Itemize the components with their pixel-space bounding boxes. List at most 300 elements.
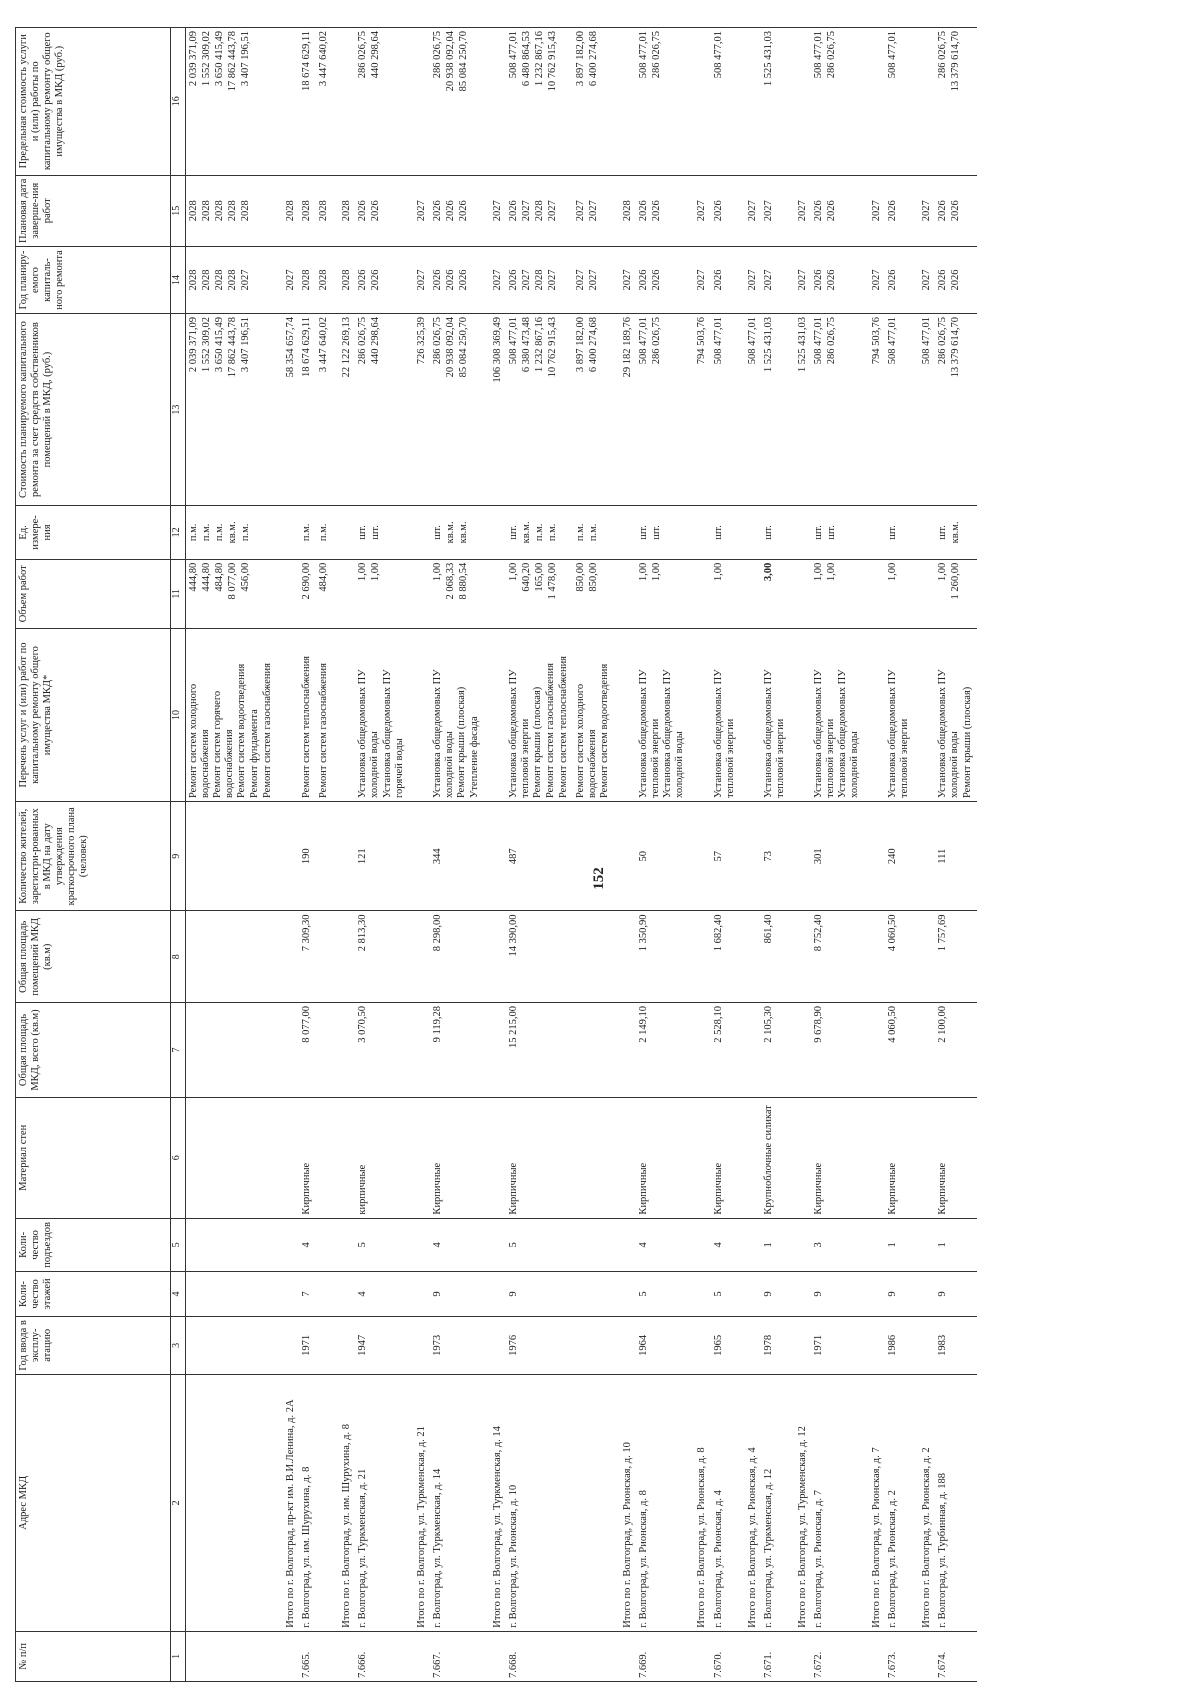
empty-cell xyxy=(863,506,885,560)
work-cost-line: 13 379 614,70 xyxy=(950,317,962,378)
work-completion xyxy=(761,175,789,246)
row-number: 7.668. xyxy=(506,1631,573,1681)
work-cost xyxy=(885,314,913,506)
total-area: 2 528,10 xyxy=(711,1003,739,1098)
premises-area xyxy=(186,911,278,1003)
empty-cell xyxy=(408,1316,430,1374)
floors-count xyxy=(186,1272,278,1317)
empty-cell xyxy=(789,559,811,628)
work-completion-line: 2027 xyxy=(588,200,599,222)
empty-cell xyxy=(863,28,885,176)
work-limit-cost-line: 18 674 629,11 xyxy=(301,31,313,91)
header-cell: Год планиру-емого капиталь-ного ремонта xyxy=(16,247,171,314)
work-item-line: Установка общедомовых ПУ холодной воды xyxy=(662,669,686,799)
empty-cell xyxy=(333,1003,355,1098)
work-unit-line: кв.м. xyxy=(520,521,532,544)
empty-cell xyxy=(789,506,811,560)
residents-count: 50 xyxy=(636,802,688,911)
floors-count: 9 xyxy=(430,1272,484,1317)
table-body xyxy=(186,28,977,1682)
empty-cell xyxy=(484,28,506,176)
wall-material: Кирпичные xyxy=(885,1097,913,1218)
commission-year: 1976 xyxy=(506,1316,573,1374)
work-year-line: 2027 xyxy=(520,269,532,291)
total-area xyxy=(186,1003,278,1098)
work-item-line: Установка общедомовых ПУ тепловой энергии xyxy=(507,669,531,799)
table-row xyxy=(430,28,484,1682)
row-number xyxy=(739,1631,761,1681)
work-year xyxy=(430,247,484,314)
row-number xyxy=(408,1631,430,1681)
work-year-line: 2026 xyxy=(638,269,650,291)
entrances-count xyxy=(186,1218,278,1272)
wall-material xyxy=(316,1097,333,1218)
total-row xyxy=(408,28,430,1682)
work-volume-line: 1,00 xyxy=(638,562,650,582)
work-item-line: Ремонт крыши (плоская) xyxy=(961,686,973,799)
empty-cell xyxy=(333,1218,355,1272)
residents-count: 73 xyxy=(761,802,789,911)
header-cell: Коли-чество подъездов xyxy=(16,1218,171,1272)
residents-count: 111 xyxy=(935,802,976,911)
empty-cell xyxy=(408,1003,430,1098)
empty-cell xyxy=(484,1003,506,1098)
work-limit-cost xyxy=(573,28,614,176)
work-completion-line: 2026 xyxy=(651,200,663,222)
empty-cell xyxy=(688,1097,710,1218)
table-row xyxy=(316,28,333,1682)
total-row xyxy=(484,28,506,1682)
table-row xyxy=(186,28,278,1682)
work-year-line: 2028 xyxy=(214,269,225,291)
empty-cell xyxy=(739,802,761,911)
column-number: 16 xyxy=(171,28,186,176)
work-unit-line: шт. xyxy=(825,525,837,540)
row-number: 7.672. xyxy=(811,1631,863,1681)
work-cost xyxy=(935,314,976,506)
work-limit-cost xyxy=(811,28,863,176)
work-limit-cost-line: 508 477,01 xyxy=(887,31,899,79)
work-year-line: 2026 xyxy=(651,269,663,291)
row-number xyxy=(573,1631,614,1681)
work-year-line: 2028 xyxy=(188,269,199,291)
table-row xyxy=(811,28,863,1682)
work-year xyxy=(761,247,789,314)
work-unit-line: шт. xyxy=(762,525,774,540)
work-limit-cost-line: 3 407 196,51 xyxy=(240,31,251,87)
work-unit-line: шт. xyxy=(937,525,949,540)
wall-material: Кирпичные xyxy=(299,1097,316,1218)
work-item-line: Установка общедомовых ПУ холодной воды xyxy=(357,669,381,799)
empty-cell xyxy=(739,1316,761,1374)
repair-year: 2028 xyxy=(333,247,355,314)
work-limit-cost xyxy=(506,28,573,176)
work-volume xyxy=(761,559,789,628)
column-number: 12 xyxy=(171,506,186,560)
column-number: 9 xyxy=(171,802,186,911)
work-year-line: 2026 xyxy=(887,269,899,291)
column-number: 7 xyxy=(171,1003,186,1098)
commission-year: 1973 xyxy=(430,1316,484,1374)
mkd-address: г. Волгоград, ул. Рионская, д. 8 xyxy=(636,1374,688,1631)
work-limit-cost-line: 85 084 250,70 xyxy=(457,31,469,92)
work-volume-line: 8 077,00 xyxy=(227,562,238,600)
work-volume-line: 1,00 xyxy=(825,562,837,582)
work-limit-cost-line: 6 400 274,68 xyxy=(588,31,599,87)
work-completion-line: 2028 xyxy=(227,200,238,222)
work-unit-line: п.м. xyxy=(201,523,212,542)
work-volume-line: 1,00 xyxy=(937,562,949,582)
empty-cell xyxy=(408,28,430,176)
work-completion-line: 2028 xyxy=(201,200,212,222)
entrances-count: 4 xyxy=(299,1218,316,1272)
work-cost-line: 1 552 309,02 xyxy=(201,317,212,373)
work-item-line: Установка общедомовых ПУ тепловой энергии xyxy=(762,669,786,799)
work-cost-line: 17 862 443,78 xyxy=(227,317,238,378)
empty-cell xyxy=(333,1272,355,1317)
empty-cell xyxy=(277,28,299,176)
work-volume xyxy=(430,559,484,628)
work-volume-line: 165,00 xyxy=(533,562,545,592)
empty-cell xyxy=(333,911,355,1003)
work-unit xyxy=(711,506,739,560)
work-unit-line: шт. xyxy=(887,525,899,540)
work-year xyxy=(355,247,407,314)
entrances-count: 3 xyxy=(811,1218,863,1272)
entrances-count: 1 xyxy=(935,1218,976,1272)
empty-cell xyxy=(277,628,299,801)
work-limit-cost-line: 3 447 640,02 xyxy=(318,31,330,87)
residents-count xyxy=(316,802,333,911)
total-cost: 29 182 189,76 xyxy=(614,314,636,506)
repair-year: 2027 xyxy=(913,247,935,314)
empty-cell xyxy=(614,911,636,1003)
empty-cell xyxy=(739,1218,761,1272)
completion-date: 2027 xyxy=(484,175,506,246)
work-volume-line: 444,80 xyxy=(188,562,199,592)
column-number-row xyxy=(171,28,186,1682)
work-completion xyxy=(355,175,407,246)
work-limit-cost-line: 508 477,01 xyxy=(507,31,519,79)
total-area: 9 678,90 xyxy=(811,1003,863,1098)
work-item-line: Ремонт систем теплоснабжения xyxy=(558,655,569,799)
mkd-address: г. Волгоград, ул. Рионская, д. 4 xyxy=(711,1374,739,1631)
total-cost: 106 308 369,49 xyxy=(484,314,506,506)
commission-year: 1965 xyxy=(711,1316,739,1374)
table-row xyxy=(935,28,976,1682)
work-limit-cost-line: 2 039 371,09 xyxy=(188,31,199,87)
total-row xyxy=(863,28,885,1682)
work-item xyxy=(811,628,863,801)
empty-cell xyxy=(277,1003,299,1098)
work-volume xyxy=(935,559,976,628)
total-cost: 1 525 431,03 xyxy=(789,314,811,506)
work-volume-line: 1,00 xyxy=(357,562,369,582)
empty-cell xyxy=(863,628,885,801)
residents-count: 301 xyxy=(811,802,863,911)
empty-cell xyxy=(333,559,355,628)
work-limit-cost-line: 17 862 443,78 xyxy=(227,31,238,92)
work-item-line: Ремонт систем горячего водоснабжения xyxy=(212,690,236,799)
repair-year: 2027 xyxy=(863,247,885,314)
empty-cell xyxy=(688,559,710,628)
empty-cell xyxy=(789,1272,811,1317)
mkd-address: г. Волгоград, ул. Туркменская, д. 12 xyxy=(761,1374,789,1631)
work-limit-cost xyxy=(636,28,688,176)
commission-year: 1971 xyxy=(811,1316,863,1374)
premises-area: 4 060,50 xyxy=(885,911,913,1003)
column-number: 11 xyxy=(171,559,186,628)
floors-count: 9 xyxy=(811,1272,863,1317)
work-volume-line: 2 690,00 xyxy=(301,562,313,600)
empty-cell xyxy=(277,1316,299,1374)
row-number xyxy=(316,1631,333,1681)
work-completion xyxy=(935,175,976,246)
work-cost-line: 508 477,01 xyxy=(887,317,899,365)
work-volume-line: 1,00 xyxy=(887,562,899,582)
work-volume-line: 1,00 xyxy=(370,562,382,582)
row-number xyxy=(913,1631,935,1681)
work-volume xyxy=(573,559,614,628)
premises-area xyxy=(573,911,614,1003)
work-limit-cost xyxy=(355,28,407,176)
mkd-address xyxy=(573,1374,614,1631)
work-year-line: 2027 xyxy=(546,269,558,291)
work-year-line: 2027 xyxy=(240,269,251,291)
commission-year: 1983 xyxy=(935,1316,976,1374)
empty-cell xyxy=(688,1272,710,1317)
mkd-address: г. Волгоград, ул. им. Шурухина, д. 8 xyxy=(299,1374,316,1631)
work-limit-cost-line: 286 026,75 xyxy=(651,31,663,79)
work-unit-line: шт. xyxy=(638,525,650,540)
work-limit-cost-line: 13 379 614,70 xyxy=(950,31,962,92)
work-limit-cost xyxy=(299,28,316,176)
empty-cell xyxy=(913,1097,935,1218)
mkd-address: Итого по г. Волгоград, ул. Рионская, д. 10 xyxy=(614,1374,636,1631)
work-cost-line: 85 084 250,70 xyxy=(457,317,469,378)
mkd-address: Итого по г. Волгоград, пр-кт им. В.И.Ленина, д. 2А xyxy=(277,1374,299,1631)
work-volume xyxy=(711,559,739,628)
work-limit-cost xyxy=(761,28,789,176)
total-cost: 508 477,01 xyxy=(913,314,935,506)
row-number xyxy=(789,1631,811,1681)
work-completion xyxy=(811,175,863,246)
work-completion-line: 2027 xyxy=(546,200,558,222)
table-row xyxy=(573,28,614,1682)
empty-cell xyxy=(789,628,811,801)
total-area: 2 149,10 xyxy=(636,1003,688,1098)
repair-year: 2027 xyxy=(739,247,761,314)
empty-cell xyxy=(863,559,885,628)
work-year-line: 2026 xyxy=(712,269,724,291)
work-year-line: 2026 xyxy=(357,269,369,291)
rotated-table-sheet xyxy=(15,27,1180,1682)
work-completion xyxy=(636,175,688,246)
total-cost: 508 477,01 xyxy=(739,314,761,506)
floors-count: 9 xyxy=(506,1272,573,1317)
empty-cell xyxy=(484,506,506,560)
empty-cell xyxy=(614,1097,636,1218)
column-number: 8 xyxy=(171,911,186,1003)
commission-year xyxy=(316,1316,333,1374)
work-year-line: 2027 xyxy=(762,269,774,291)
work-year-line: 2026 xyxy=(457,269,469,291)
work-unit xyxy=(636,506,688,560)
empty-cell xyxy=(277,559,299,628)
page-number: 152 xyxy=(590,867,607,890)
empty-cell xyxy=(688,1003,710,1098)
total-area: 3 070,50 xyxy=(355,1003,407,1098)
work-unit-line: п.м. xyxy=(575,523,586,542)
floors-count: 5 xyxy=(711,1272,739,1317)
work-limit-cost-line: 286 026,75 xyxy=(431,31,443,79)
total-area: 2 100,00 xyxy=(935,1003,976,1098)
header-cell: Адрес МКД xyxy=(16,1374,171,1631)
residents-count: 57 xyxy=(711,802,739,911)
work-limit-cost-line: 286 026,75 xyxy=(937,31,949,79)
mkd-address xyxy=(316,1374,333,1631)
entrances-count: 5 xyxy=(355,1218,407,1272)
total-cost: 58 354 657,74 xyxy=(277,314,299,506)
work-unit-line: шт. xyxy=(507,525,519,540)
total-area: 15 215,00 xyxy=(506,1003,573,1098)
floors-count: 5 xyxy=(636,1272,688,1317)
header-cell: Плановая дата заверше-ния работ xyxy=(16,175,171,246)
work-unit xyxy=(811,506,863,560)
empty-cell xyxy=(789,28,811,176)
work-volume-line: 640,20 xyxy=(520,562,532,592)
mkd-address xyxy=(186,1374,278,1631)
row-number: 7.669. xyxy=(636,1631,688,1681)
empty-cell xyxy=(739,506,761,560)
residents-count xyxy=(573,802,614,911)
empty-cell xyxy=(277,911,299,1003)
commission-year: 1986 xyxy=(885,1316,913,1374)
empty-cell xyxy=(739,1097,761,1218)
work-volume-line: 3,00 xyxy=(762,562,774,582)
residents-count: 240 xyxy=(885,802,913,911)
work-cost-line: 3 650 415,49 xyxy=(214,317,225,373)
empty-cell xyxy=(688,911,710,1003)
repair-year: 2027 xyxy=(277,247,299,314)
work-item xyxy=(761,628,789,801)
completion-date: 2027 xyxy=(913,175,935,246)
empty-cell xyxy=(913,559,935,628)
entrances-count: 5 xyxy=(506,1218,573,1272)
work-completion-line: 2026 xyxy=(457,200,469,222)
header-cell: Коли-чество этажей xyxy=(16,1272,171,1317)
work-limit-cost-line: 440 298,64 xyxy=(370,31,382,79)
work-item-line: Ремонт систем холодного водоснабжения xyxy=(188,683,212,799)
empty-cell xyxy=(688,506,710,560)
wall-material: Кирпичные xyxy=(636,1097,688,1218)
work-unit xyxy=(316,506,333,560)
premises-area: 1 682,40 xyxy=(711,911,739,1003)
work-year xyxy=(811,247,863,314)
entrances-count xyxy=(316,1218,333,1272)
mkd-address: г. Волгоград, ул. Туркменская, д. 21 xyxy=(355,1374,407,1631)
entrances-count xyxy=(573,1218,614,1272)
empty-cell xyxy=(789,802,811,911)
empty-cell xyxy=(277,1272,299,1317)
work-volume-line: 484,00 xyxy=(318,562,330,592)
header-cell: Год ввода в эксплу-атацию xyxy=(16,1316,171,1374)
work-completion-line: 2028 xyxy=(301,200,313,222)
empty-cell xyxy=(863,1003,885,1098)
completion-date: 2027 xyxy=(408,175,430,246)
work-completion-line: 2026 xyxy=(887,200,899,222)
empty-cell xyxy=(739,1272,761,1317)
work-year xyxy=(186,247,278,314)
work-cost-line: 2 039 371,09 xyxy=(188,317,199,373)
work-year-line: 2026 xyxy=(950,269,962,291)
total-area: 4 060,50 xyxy=(885,1003,913,1098)
work-volume xyxy=(636,559,688,628)
mkd-address: г. Волгоград, ул. Туркменская, д. 14 xyxy=(430,1374,484,1631)
empty-cell xyxy=(333,28,355,176)
entrances-count: 4 xyxy=(711,1218,739,1272)
table-row xyxy=(885,28,913,1682)
empty-cell xyxy=(913,802,935,911)
empty-cell xyxy=(484,1218,506,1272)
total-area: 9 119,28 xyxy=(430,1003,484,1098)
empty-cell xyxy=(789,1316,811,1374)
work-item-line: Ремонт систем газоснабжения xyxy=(262,663,274,799)
premises-area xyxy=(316,911,333,1003)
mkd-address: г. Волгоград, ул. Рионская, д. 7 xyxy=(811,1374,863,1631)
work-cost-line: 3 897 182,00 xyxy=(575,317,586,373)
mkd-address: Итого по г. Волгоград, ул. Рионская, д. 8 xyxy=(688,1374,710,1631)
work-completion-line: 2026 xyxy=(507,200,519,222)
table-row xyxy=(636,28,688,1682)
empty-cell xyxy=(277,506,299,560)
work-cost-line: 3 447 640,02 xyxy=(318,317,330,373)
empty-cell xyxy=(408,911,430,1003)
empty-cell xyxy=(484,559,506,628)
work-limit-cost-line: 20 938 092,04 xyxy=(444,31,456,92)
work-cost-line: 508 477,01 xyxy=(812,317,824,365)
floors-count: 7 xyxy=(299,1272,316,1317)
work-volume-line: 1 478,00 xyxy=(546,562,558,600)
row-number: 7.667. xyxy=(430,1631,484,1681)
table-row xyxy=(299,28,316,1682)
empty-cell xyxy=(484,911,506,1003)
mkd-address: г. Волгоград, ул. Турбинная, д. 188 xyxy=(935,1374,976,1631)
row-number xyxy=(863,1631,885,1681)
work-cost-line: 286 026,75 xyxy=(825,317,837,365)
work-unit-line: шт. xyxy=(712,525,724,540)
premises-area: 1 350,90 xyxy=(636,911,688,1003)
header-cell: Стоимость планируемого капитального ремонта за счет средств собственников помещений в МКД, (руб.) xyxy=(16,314,171,506)
work-cost xyxy=(711,314,739,506)
empty-cell xyxy=(333,628,355,801)
completion-date: 2027 xyxy=(789,175,811,246)
work-limit-cost xyxy=(430,28,484,176)
entrances-count: 1 xyxy=(885,1218,913,1272)
completion-date: 2027 xyxy=(688,175,710,246)
work-year-line: 2026 xyxy=(937,269,949,291)
work-item-line: Ремонт систем водоотведения xyxy=(599,663,611,799)
work-completion-line: 2026 xyxy=(638,200,650,222)
work-completion xyxy=(316,175,333,246)
empty-cell xyxy=(789,1218,811,1272)
work-year xyxy=(935,247,976,314)
work-volume xyxy=(811,559,863,628)
work-year-line: 2028 xyxy=(533,269,545,291)
work-unit-line: кв.м. xyxy=(950,521,962,544)
work-limit-cost-line: 6 480 864,53 xyxy=(520,31,532,87)
work-year xyxy=(711,247,739,314)
